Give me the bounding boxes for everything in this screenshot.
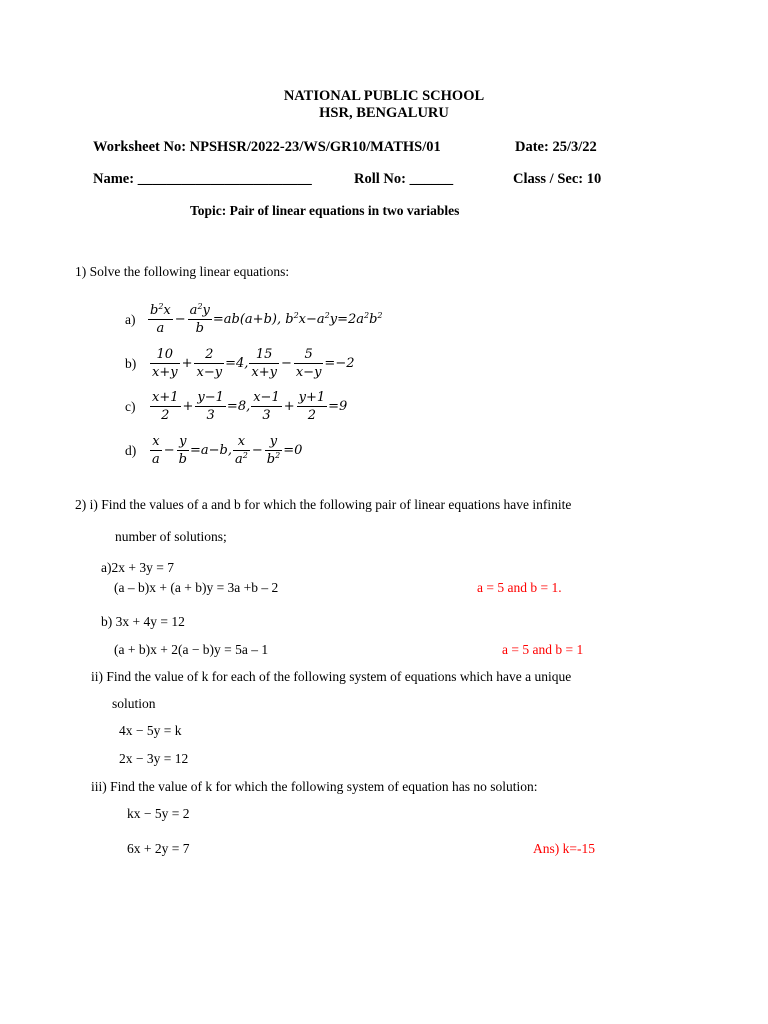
- q2-iii-answer: Ans) k=-15: [533, 841, 595, 856]
- q2-ii-prompt-line1: ii) Find the value of k for each of the following system of equations which have a unique: [91, 669, 572, 684]
- q2b-answer: a = 5 and b = 1: [502, 642, 584, 657]
- q2-iii-equation-2: 6x + 2y = 7: [127, 841, 190, 856]
- roll-field: Roll No: ______: [354, 171, 454, 187]
- q2-ii-equation-1: 4x − 5y = k: [119, 723, 182, 738]
- question-2-prompt-line1: 2) i) Find the values of a and b for which the following pair of linear equations have infinite: [75, 497, 572, 512]
- equation-1d: d) $\frac{x}{a}$ − $\frac{y}{b}$ =a−b, $\frac{x}{a^2}$ − $\frac{y}{b^2}$ =0: [125, 434, 303, 467]
- q2-iii-prompt: iii) Find the value of k for which the following system of equation has no solution:: [91, 779, 538, 794]
- name-field: Name: ________________________: [93, 171, 312, 187]
- q2b-equation-1: b) 3x + 4y = 12: [101, 614, 185, 629]
- question-1-prompt: 1) Solve the following linear equations:: [75, 264, 290, 279]
- equation-1b: b) $\frac{10}{x+y}$ + $\frac{2}{x-y}$ =4, $\frac{15}{x+y}$ − $\frac{5}{x-y}$ =−2: [125, 347, 355, 380]
- school-location: HSR, BENGALURU: [319, 105, 449, 121]
- q2a-equation-2: (a – b)x + (a + b)y = 3a +b – 2: [114, 580, 279, 595]
- label-1c: c): [125, 398, 136, 414]
- school-name: NATIONAL PUBLIC SCHOOL: [283, 88, 485, 104]
- label-1b: b): [125, 355, 137, 371]
- worksheet-date: Date: 25/3/22: [515, 139, 597, 155]
- q2-ii-equation-2: 2x − 3y = 12: [119, 751, 189, 766]
- q2b-equation-2: (a + b)x + 2(a − b)y = 5a – 1: [114, 642, 269, 657]
- q2a-equation-1: a)2x + 3y = 7: [101, 560, 174, 575]
- label-1a: a): [125, 311, 136, 327]
- worksheet-number: Worksheet No: NPSHSR/2022-23/WS/GR10/MATHS/01: [93, 139, 441, 155]
- label-1d: d): [125, 442, 137, 458]
- equation-1c: c) $\frac{x+1}{2}$ + $\frac{y-1}{3}$ =8, $\frac{x-1}{3}$ + $\frac{y+1}{2}$ =9: [125, 390, 348, 423]
- topic-heading: Topic: Pair of linear equations in two variables: [190, 203, 460, 218]
- q2-iii-equation-1: kx − 5y = 2: [127, 806, 190, 821]
- question-2-prompt-line2: number of solutions;: [115, 529, 227, 544]
- class-section: Class / Sec: 10: [513, 171, 602, 187]
- q2a-answer: a = 5 and b = 1.: [477, 580, 562, 595]
- equation-1a: a) $\frac{b^2x}{a}$ − $\frac{a^2y}{b}$ =ab(a+b), $b^2x-a^2y=2a^2b^2$: [125, 302, 383, 336]
- q2-ii-prompt-line2: solution: [112, 696, 156, 711]
